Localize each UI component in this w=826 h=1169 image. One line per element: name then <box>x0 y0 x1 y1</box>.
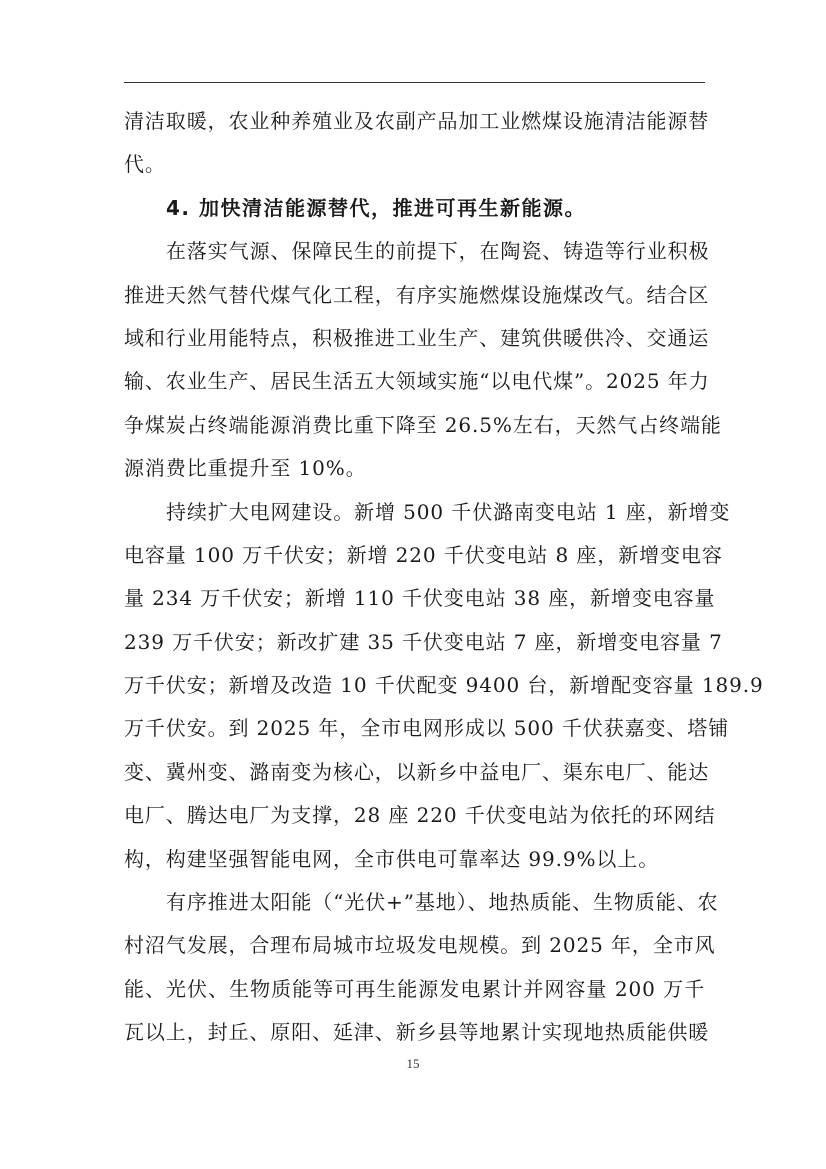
text-line: 有序推进太阳能（“光伏+”基地）、地热质能、生物质能、农 <box>166 890 719 915</box>
body-paragraph <box>124 491 764 882</box>
body-paragraph <box>124 881 719 1055</box>
text-line: 持续扩大电网建设。新增 500 千伏潞南变电站 1 座，新增变 <box>166 499 731 524</box>
text-line: 万千伏安；新增及改造 10 千伏配变 9400 台，新增配变容量 189.9 <box>124 673 764 698</box>
text-line: 在落实气源、保障民生的前提下，在陶瓷、铸造等行业积极 <box>166 239 710 264</box>
text-line: 源消费比重提升至 10%。 <box>124 456 367 481</box>
text-line: 村沼气发展，合理布局城市垃圾发电规模。到 2025 年，全市风 <box>124 933 716 958</box>
text-line: 电厂、腾达电厂为支撑，28 座 220 千伏变电站为依托的环网结 <box>124 803 716 828</box>
text-line: 争煤炭占终端能源消费比重下降至 26.5%左右，天然气占终端能 <box>124 412 722 437</box>
text-line: 4. 加快清洁能源替代，推进可再生新能源。 <box>166 195 586 220</box>
text-line: 瓦以上，封丘、原阳、延津、新乡县等地累计实现地热质能供暖 <box>124 1020 710 1045</box>
text-line: 变、冀州变、潞南变为核心，以新乡中益电厂、渠东电厂、能达 <box>124 759 710 784</box>
text-line: 清洁取暖，农业种养殖业及农副产品加工业燃煤设施清洁能源替 <box>124 109 710 133</box>
header-rule <box>124 82 705 83</box>
text-line: 推进天然气替代煤气化工程，有序实施燃煤设施煤改气。结合区 <box>124 282 710 307</box>
document-body <box>124 100 764 1055</box>
text-line: 能、光伏、生物质能等可再生能源发电累计并网容量 200 万千 <box>124 976 705 1001</box>
text-line: 电容量 100 万千伏安；新增 220 千伏变电站 8 座，新增变电容 <box>124 542 723 567</box>
text-line: 构，构建坚强智能电网，全市供电可靠率达 99.9%以上。 <box>124 846 660 871</box>
text-line: 代。 <box>124 152 166 177</box>
page-number: 15 <box>406 1056 420 1071</box>
text-line: 量 234 万千伏安；新增 110 千伏变电站 38 座，新增变电容量 <box>124 586 716 611</box>
text-line: 239 万千伏安；新改扩建 35 千伏变电站 7 座，新增变电容量 7 <box>124 629 723 654</box>
text-line: 输、农业生产、居民生活五大领域实施“以电代煤”。2025 年力 <box>124 369 710 394</box>
text-line: 万千伏安。到 2025 年，全市电网形成以 500 千伏获嘉变、塔铺 <box>124 716 730 741</box>
body-paragraph <box>124 100 710 187</box>
section-heading <box>124 187 705 230</box>
text-line: 域和行业用能特点，积极推进工业生产、建筑供暖供冷、交通运 <box>124 325 710 350</box>
body-paragraph <box>124 230 722 490</box>
